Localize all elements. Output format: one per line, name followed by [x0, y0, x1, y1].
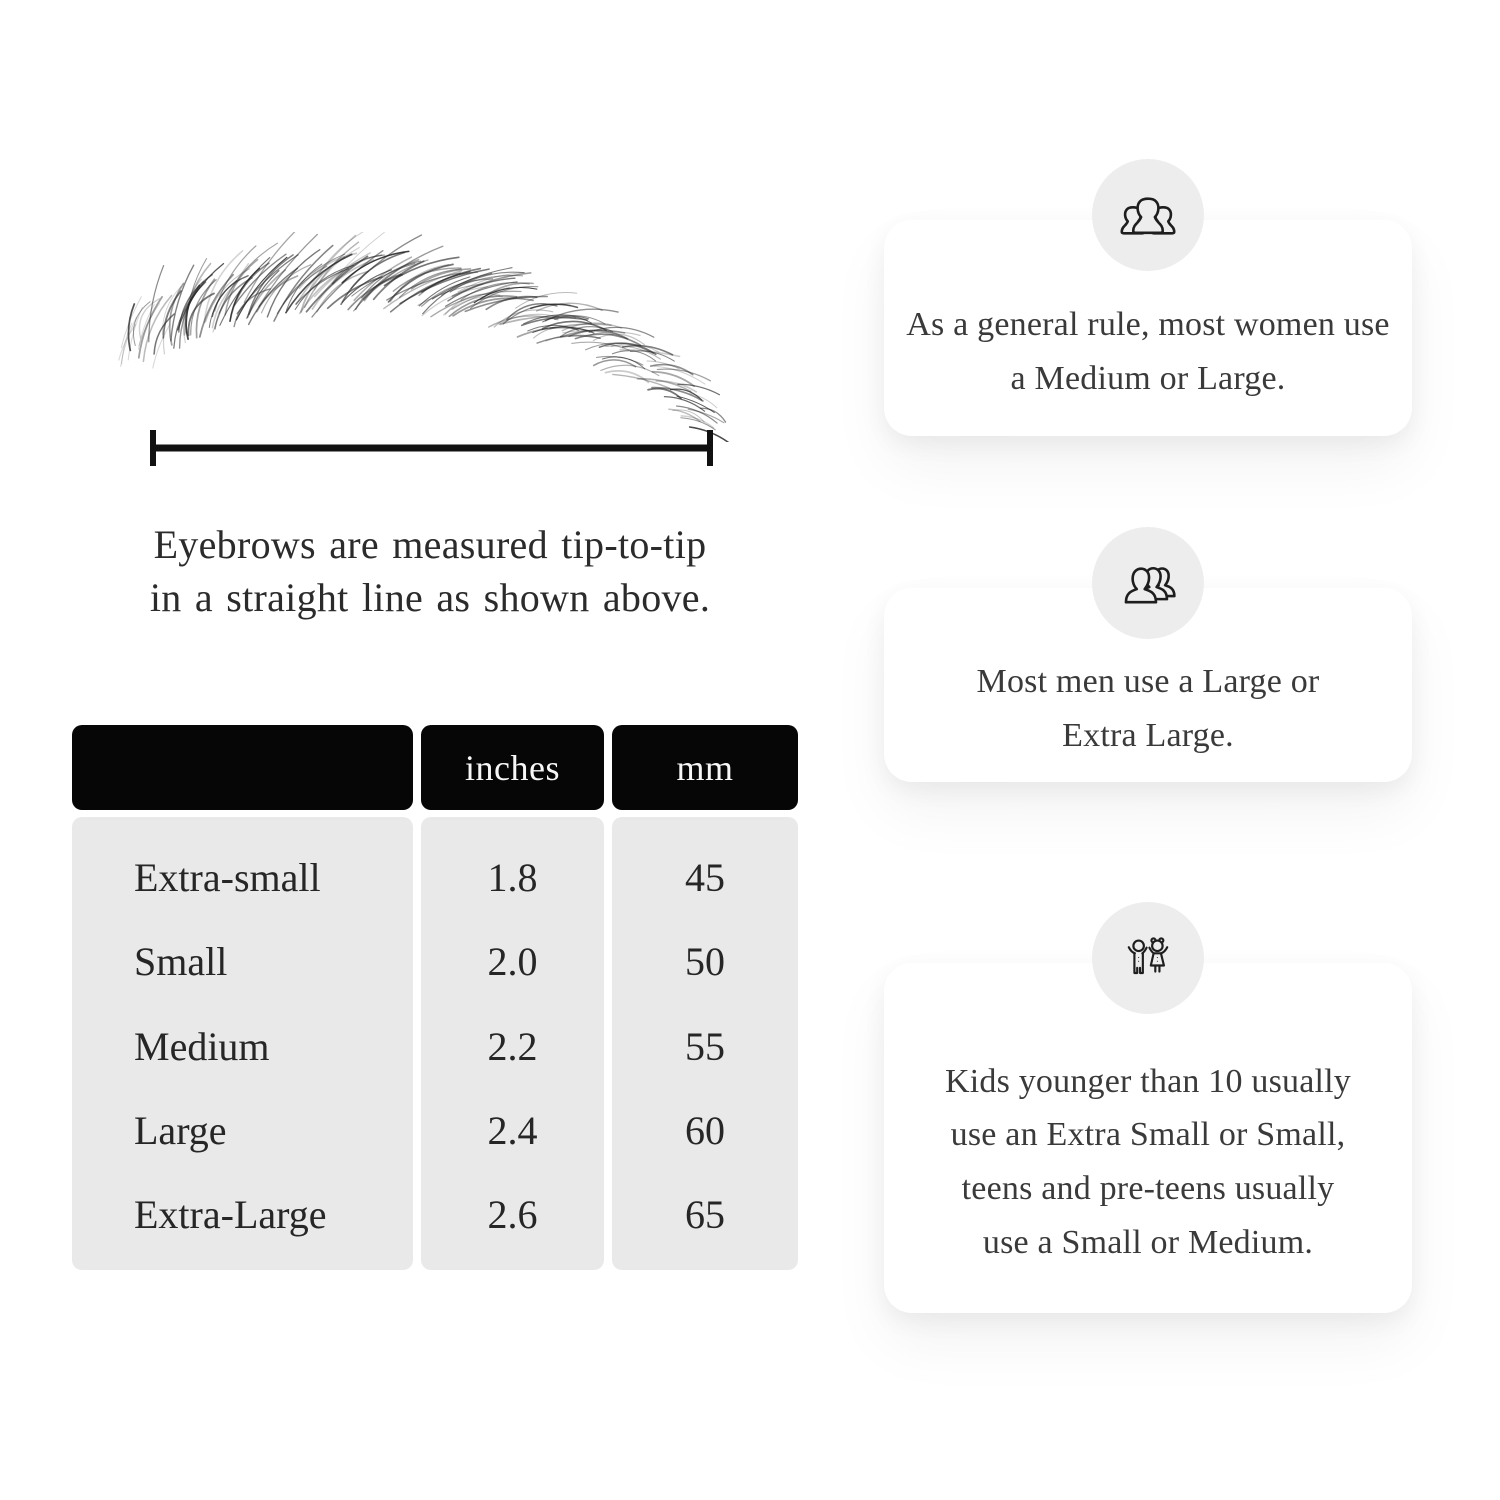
inches-value: 2.0 [487, 939, 538, 985]
card-text-kids: Kids younger than 10 usually use an Extra Small or Small, teens and pre-teens usually use a Small or Medium. [945, 1062, 1351, 1261]
measurement-line [150, 428, 713, 468]
mm-value: 60 [685, 1107, 725, 1153]
mm-value: 65 [685, 1192, 725, 1238]
icon-circle [1092, 527, 1204, 639]
size-label: Large [134, 1107, 227, 1153]
header-cell-mm: mm [612, 725, 798, 810]
header-cell-inches: inches [421, 725, 604, 810]
info-card-women [884, 220, 1412, 436]
size-label: Small [134, 939, 228, 985]
men-group-icon [1118, 553, 1178, 613]
info-card-men [884, 588, 1412, 782]
icon-circle [1092, 159, 1204, 271]
header-cell-blank [72, 725, 413, 810]
icon-circle [1092, 902, 1204, 1014]
size-label: Medium [134, 1023, 270, 1069]
inches-value: 2.6 [487, 1192, 538, 1238]
measurement-caption [85, 519, 775, 625]
size-table-header [72, 725, 798, 810]
size-label: Extra-small [134, 854, 321, 900]
eyebrow-illustration [108, 232, 748, 442]
size-table-body [72, 817, 798, 1270]
inches-value: 1.8 [487, 854, 538, 900]
size-label: Extra-Large [134, 1192, 327, 1238]
inches-column [421, 817, 604, 1270]
inches-value: 2.4 [487, 1107, 538, 1153]
women-group-icon [1118, 185, 1178, 245]
mm-value: 45 [685, 854, 725, 900]
caption-line-2: in a straight line as shown above. [149, 574, 711, 620]
card-text-women: As a general rule, most women use a Medium or Large. [906, 306, 1390, 397]
card-text-men: Most men use a Large or Extra Large. [976, 663, 1320, 754]
inches-value: 2.2 [487, 1023, 538, 1069]
mm-value: 55 [685, 1023, 725, 1069]
kids-icon [1118, 928, 1178, 988]
size-label-column [72, 817, 413, 1270]
info-card-kids [884, 963, 1412, 1313]
mm-value: 50 [685, 939, 725, 985]
caption-line-1: Eyebrows are measured tip-to-tip [153, 522, 707, 567]
mm-column [612, 817, 798, 1270]
